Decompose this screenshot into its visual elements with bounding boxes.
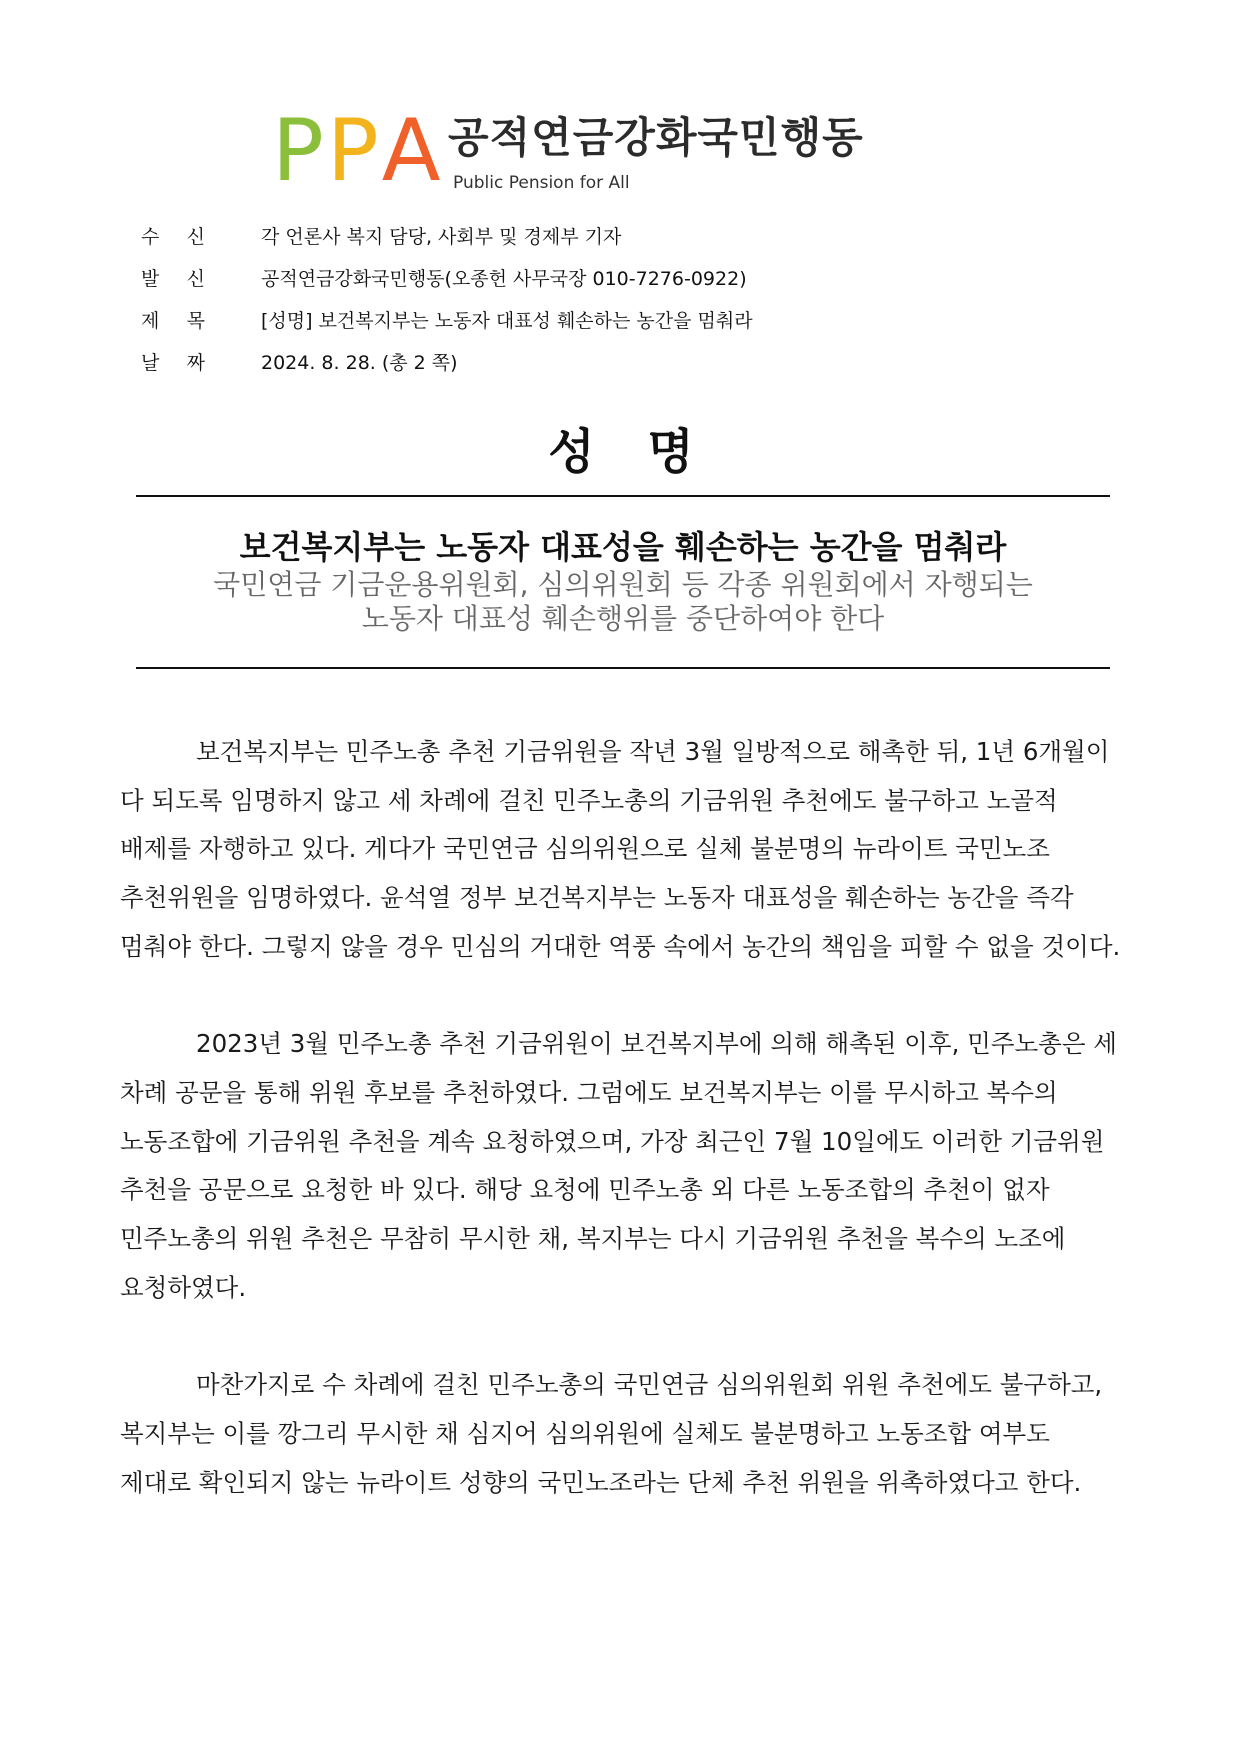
meta-value: 공적연금강화국민행동(오종헌 사무국장 010-7276-0922) [261,268,747,290]
document-title: 성 명 [548,424,712,480]
headline: 보건복지부는 노동자 대표성을 훼손하는 농간을 멈춰라 [239,528,1007,566]
body-paragraph: 2023년 3월 민주노총 추천 기금위원이 보건복지부에 의해 해촉된 이후, 민주노총은 세 차례 공문을 통해 위원 후보를 추천하였다. 그럼에도 보건복지부는 이를 무시하고 복수의 노동조합에 기금위원 추천을 계속 요청하였으며, 가장 최근인 7월 10일에도 이러한 기금위원 추천을 공문으로 요청한 바 있다. 해당 요청에 민주노총 외 다른 노동조합의 추천이 없자 민주노총의 위원 추천은 무참히 무시한 채, 복지부는 다시 기금위원 추천을 복수의 노조에 요청하였다. [120,1029,1117,1302]
meta-label: 날 짜 [141,352,205,374]
ppa-logo [272,101,444,201]
logo-letter-a: A [381,101,444,201]
statement-body [120,728,1124,1556]
body-paragraph: 마찬가지로 수 차례에 걸친 민주노총의 국민연금 심의위원회 위원 추천에도 불구하고, 복지부는 이를 깡그리 무시한 채 심지어 심의위원에 실체도 불분명하고 노동조합 여부도 제대로 확인되지 않는 뉴라이트 성향의 국민노조라는 단체 추천 위원을 위촉하였다고 한다. [120,1370,1103,1497]
meta-value: 각 언론사 복지 담당, 사회부 및 경제부 기자 [261,226,622,248]
meta-label: 제 목 [141,310,205,332]
body-paragraph: 보건복지부는 민주노총 추천 기금위원을 작년 3월 일방적으로 해촉한 뒤, 1년 6개월이 다 되도록 임명하지 않고 세 차례에 걸친 민주노총의 기금위원 추천에도 불구하고 노골적 배제를 자행하고 있다. 게다가 국민연금 심의위원으로 실체 불분명의 뉴라이트 국민노조 추천위원을 임명하였다. 윤석열 정부 보건복지부는 노동자 대표성을 훼손하는 농간을 즉각 멈춰야 한다. 그렇지 않을 경우 민심의 거대한 역풍 속에서 농간의 책임을 피할 수 없을 것이다. [120,737,1121,961]
meta-label: 수 신 [141,226,205,248]
logo-letter-p1: P [272,101,327,201]
top-divider [136,495,1110,497]
letterhead [272,101,892,201]
organization-name: 공적연금강화국민행동 [448,113,864,162]
meta-label: 발 신 [141,268,205,290]
bottom-divider [136,667,1110,669]
subheadline-line: 노동자 대표성 훼손행위를 중단하여야 한다 [361,602,885,635]
subheadline-line: 국민연금 기금운용위원회, 심의위원회 등 각종 위원회에서 자행되는 [213,568,1033,601]
meta-value: [성명] 보건복지부는 노동자 대표성 훼손하는 농간을 멈춰라 [261,310,753,332]
logo-letter-p2: P [326,101,382,201]
headline-block [136,526,1110,636]
organization-subtitle: Public Pension for All [453,173,630,193]
meta-value: 2024. 8. 28. (총 2 쪽) [261,352,458,374]
